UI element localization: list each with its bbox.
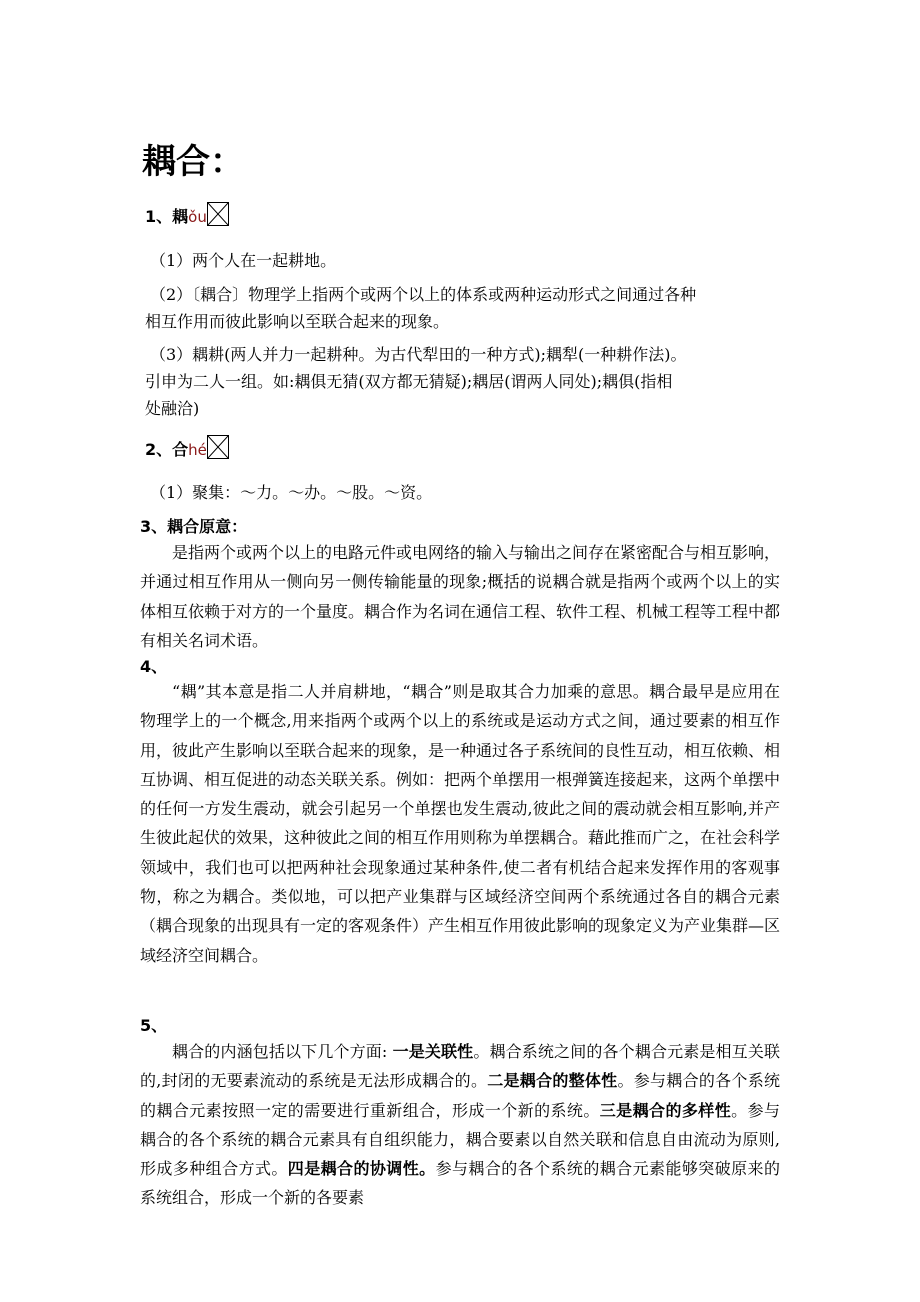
section-4-heading: 4、 <box>140 657 168 676</box>
s1-item-3-end: 处融洽) <box>145 399 200 418</box>
section-4-paragraph: “耦”其本意是指二人并肩耕地，“耦合”则是取其合力加乘的意思。耦合最早是应用在物理学上的一个概念,用来指两个或两个以上的系统或是运动方式之间，通过要素的相互作用，彼此产生影响以至联合起来的现象，是一种通过各子系统间的良性互动，相互依赖、相互协调、相互促进的动态关联关系。例如：把两个单摆用一根弹簧连接起来，这两个单摆中的任何一方发生震动，就会引起另一个单摆也发生震动,彼此之间的震动就会相互影响,并产生彼此起伏的效果，这种彼此之间的相互作用则称为单摆耦合。藉此推而广之，在社会科学领域中，我们也可以把两种社会现象通过某种条件,使二者有机结合起来发挥作用的客观事物，称之为耦合。类似地，可以把产业集群与区域经济空间两个系统通过各自的耦合元素（耦合现象的出现具有一定的客观条件）产生相互作用彼此影响的现象定义为产业集群—区域经济空间耦合。 <box>140 682 781 965</box>
s5-text-1: 耦合的内涵包括以下几个方面: <box>172 1042 393 1061</box>
section-5-paragraph <box>140 1037 780 1213</box>
s1-item-3: （3）耦耕(两人并力一起耕种。为古代犁田的一种方式);耦犁(一种耕作法)。 <box>150 345 687 364</box>
section-2-heading-text: 2、合 <box>145 440 189 459</box>
s5-bold-2: 二是耦合的整体性 <box>487 1071 618 1091</box>
broken-image-icon <box>207 435 229 459</box>
s1-item-1: （1）两个人在一起耕地。 <box>150 251 337 270</box>
section-3-paragraph: 是指两个或两个以上的电路元件或电网络的输入与输出之间存在紧密配合与相互影响，并通过相互作用从一侧向另一侧传输能量的现象;概括的说耦合就是指两个或两个以上的实体相互依赖于对方的一个量度。耦合作为名词在通信工程、软件工程、机械工程等工程中都有相关名词术语。 <box>140 543 781 650</box>
s1-item-2-cont: 相互作用而彼此影响以至联合起来的现象。 <box>145 312 450 331</box>
section-2-heading <box>145 435 229 460</box>
section-5-heading: 5、 <box>140 1016 168 1035</box>
s5-text-5: 参与耦合的各个系统的耦合元素能够突破原来的系统组合，形成一个新的各要素 <box>140 1159 780 1208</box>
s5-text-4: 。参与耦合的各个系统的耦合元素具有自组织能力，耦合要素以自然关联和信息自由流动为原则,形成多种组合方式。 <box>140 1100 780 1179</box>
s5-text-2: 。耦合系统之间的各个耦合元素是相互关联的,封闭的无要素流动的系统是无法形成耦合的。 <box>140 1042 780 1091</box>
section-1-heading <box>145 202 229 227</box>
section-3-heading: 3、耦合原意： <box>140 517 248 536</box>
pinyin-he: hé <box>188 441 207 459</box>
s5-bold-4: 四是耦合的协调性。 <box>287 1159 436 1179</box>
broken-image-icon <box>207 202 229 226</box>
s5-text-3: 。参与耦合的各个系统的耦合元素按照一定的需要进行重新组合，形成一个新的系统。 <box>140 1071 780 1120</box>
section-1-heading-text: 1、耦 <box>145 207 189 226</box>
s2-item-1: （1）聚集：～力。～办。～股。～资。 <box>150 483 433 502</box>
pinyin-ou: ǒu <box>188 208 207 226</box>
s1-item-3-cont: 引申为二人一组。如:耦俱无猜(双方都无猜疑);耦居(谓两人同处);耦俱(指相 <box>145 372 673 391</box>
s1-item-2: （2）〔耦合〕物理学上指两个或两个以上的体系或两种运动形式之间通过各种 <box>150 285 697 304</box>
s5-bold-1: 一是关联性 <box>392 1042 474 1061</box>
s5-bold-3: 三是耦合的多样性 <box>599 1100 732 1120</box>
page-title: 耦合： <box>142 142 244 182</box>
